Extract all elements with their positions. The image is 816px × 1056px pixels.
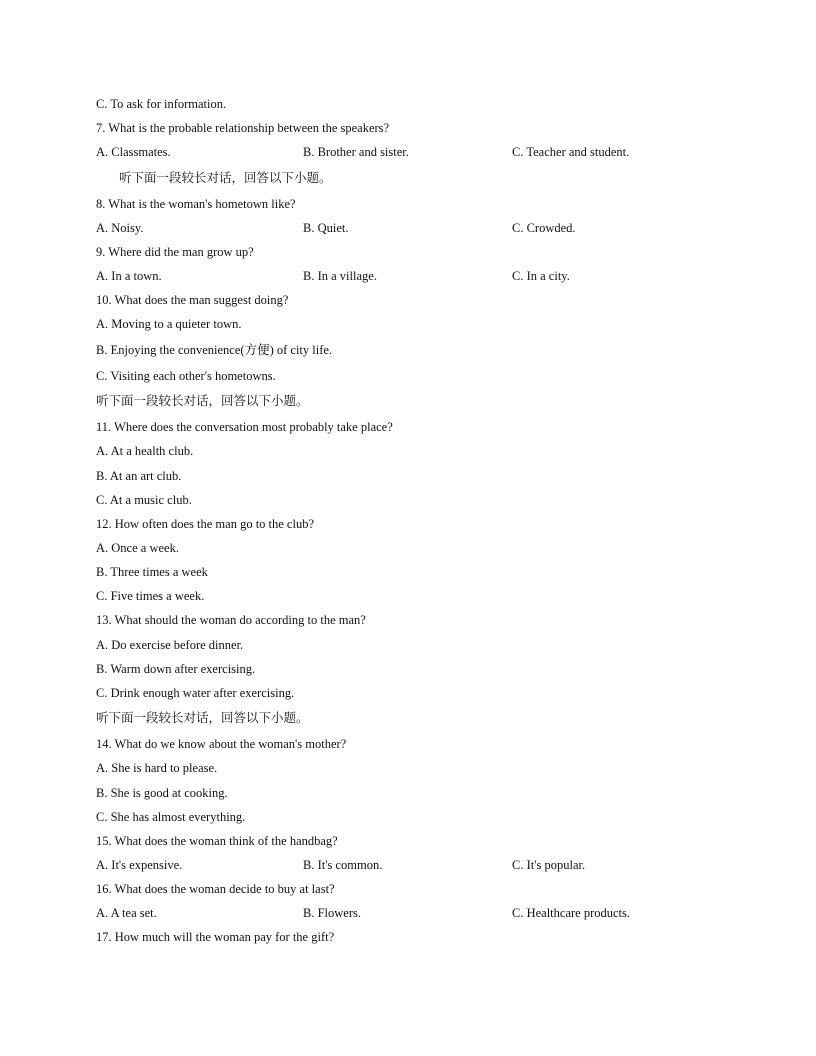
option-line: C. At a music club. [96, 493, 192, 507]
option-c: C. Crowded. [512, 221, 576, 235]
question-12: 12. How often does the man go to the club? [96, 517, 315, 531]
question-9: 9. Where did the man grow up? [96, 245, 254, 259]
option-a: A. It's expensive. [96, 858, 183, 872]
option-a: A. Classmates. [96, 145, 171, 159]
question-7: 7. What is the probable relationship between the speakers? [96, 121, 390, 135]
option-b: B. Quiet. [303, 221, 349, 235]
option-line: B. Warm down after exercising. [96, 662, 256, 676]
option-line: A. She is hard to please. [96, 761, 218, 775]
section-instruction: 听下面一段较长对话，回答以下小题。 [96, 710, 309, 725]
option-line: C. Drink enough water after exercising. [96, 686, 295, 700]
option-line: B. She is good at cooking. [96, 786, 228, 800]
option-line: C. Visiting each other's hometowns. [96, 369, 276, 383]
option-line: B. Enjoying the convenience(方便) of city life. [96, 343, 333, 357]
option-b: B. It's common. [303, 858, 383, 872]
option-b: B. Brother and sister. [303, 145, 409, 159]
question-13: 13. What should the woman do according to the man? [96, 613, 366, 627]
option-c: C. It's popular. [512, 858, 586, 872]
option-c: C. In a city. [512, 269, 570, 283]
option-line: A. At a health club. [96, 444, 194, 458]
option-line: C. Five times a week. [96, 589, 205, 603]
option-c: C. Healthcare products. [512, 906, 631, 920]
option-line: A. Once a week. [96, 541, 179, 555]
option-b: B. Flowers. [303, 906, 361, 920]
section-instruction: 听下面一段较长对话，回答以下小题。 [96, 393, 309, 408]
section-instruction: 听下面一段较长对话，回答以下小题。 [119, 170, 332, 185]
question-11: 11. Where does the conversation most probably take place? [96, 420, 393, 434]
option-b: B. In a village. [303, 269, 377, 283]
option-line: C. She has almost everything. [96, 810, 246, 824]
option-c: C. Teacher and student. [512, 145, 630, 159]
option-line: B. At an art club. [96, 469, 182, 483]
option-a: A. A tea set. [96, 906, 157, 920]
question-10: 10. What does the man suggest doing? [96, 293, 289, 307]
option-a: A. Noisy. [96, 221, 144, 235]
option-line: C. To ask for information. [96, 97, 227, 111]
question-15: 15. What does the woman think of the handbag? [96, 834, 338, 848]
option-line: A. Do exercise before dinner. [96, 638, 244, 652]
option-line: B. Three times a week [96, 565, 208, 579]
option-line: A. Moving to a quieter town. [96, 317, 242, 331]
option-a: A. In a town. [96, 269, 162, 283]
question-17: 17. How much will the woman pay for the gift? [96, 930, 335, 944]
question-8: 8. What is the woman's hometown like? [96, 197, 296, 211]
question-14: 14. What do we know about the woman's mother? [96, 737, 347, 751]
question-16: 16. What does the woman decide to buy at last? [96, 882, 335, 896]
